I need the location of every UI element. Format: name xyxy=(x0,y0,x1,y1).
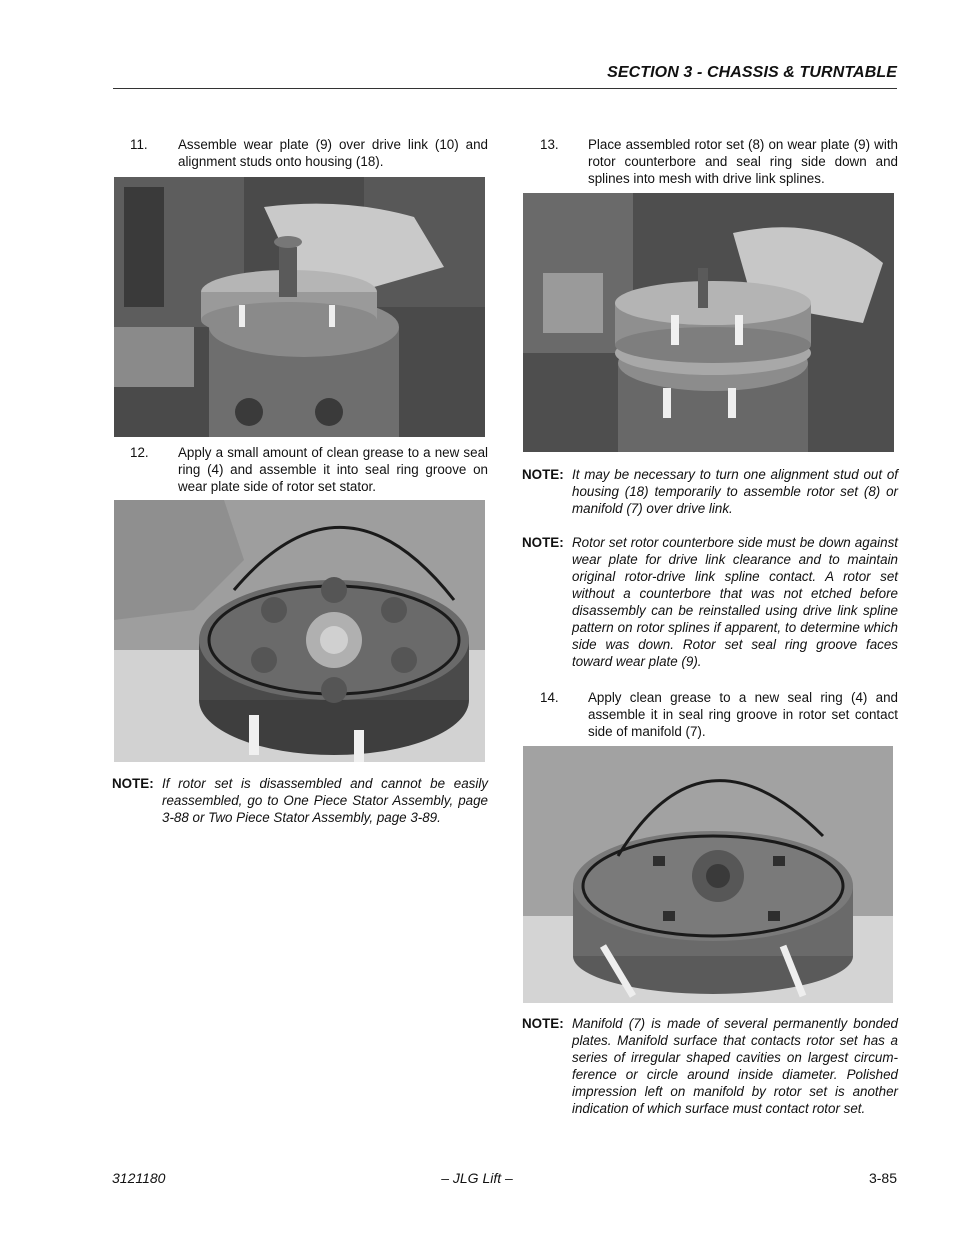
note-text: Manifold (7) is made of several permanently bonded plates. Manifold surface that contacts rotor set has a series of irregular shaped cavities on largest circum-ference or circle around inside diameter. Polished impression left on manifold by rotor set is another indication of which surface must contact rotor set. xyxy=(572,1016,898,1116)
section-title: SECTION 3 - CHASSIS & TURNTABLE xyxy=(607,64,897,81)
step-13 xyxy=(540,136,898,188)
step-12 xyxy=(130,444,488,496)
photo-wear-plate-assembly xyxy=(114,177,485,437)
footer-page-number: 3-85 xyxy=(868,1170,897,1186)
step-text: Apply clean grease to a new seal ring (4) and assemble it in seal ring groove in rotor set contact side of manifold (7). xyxy=(588,690,898,739)
note-alignment-stud xyxy=(522,466,898,518)
note-text: Rotor set rotor counterbore side must be down against wear plate for drive link clearance and to maintain original rotor-drive link spline contact. A rotor set without a counterbore that was not etched before disassembly can be reinstalled using drive link spline pattern on rotor splines if apparent, to determine which side was down. Rotor set seal ring groove faces toward wear plate (9). xyxy=(572,535,898,669)
step-number: 14. xyxy=(540,690,559,705)
note-text: It may be necessary to turn one alignment stud out of housing (18) temporarily to assemble rotor set (8) or manifold (7) over drive link. xyxy=(572,467,898,516)
footer-center: – JLG Lift – xyxy=(441,1170,513,1186)
header-rule xyxy=(113,88,897,89)
photo-seal-ring-stator xyxy=(114,500,485,762)
step-text: Place assembled rotor set (8) on wear plate (9) with rotor counterbore and seal ring side down and splines into mesh with drive link splines. xyxy=(588,137,898,186)
photo-manifold-seal-ring xyxy=(523,746,893,1003)
footer-doc-number: 3121180 xyxy=(112,1170,166,1186)
step-number: 13. xyxy=(540,137,559,152)
note-manifold xyxy=(522,1015,898,1119)
note-label: NOTE: xyxy=(522,467,564,482)
photo-rotor-set-placement xyxy=(523,193,894,452)
step-number: 11. xyxy=(130,137,148,152)
note-text: If rotor set is disassembled and cannot be easily reassembled, go to One Piece Stator Assembly, page 3-88 or Two Piece Stator Assembly, page 3-89. xyxy=(162,776,488,825)
step-text: Apply a small amount of clean grease to a new seal ring (4) and assemble it into seal ring groove on wear plate side of rotor set stator. xyxy=(178,445,488,494)
note-label: NOTE: xyxy=(112,776,154,791)
step-14 xyxy=(540,689,898,741)
note-label: NOTE: xyxy=(522,1016,564,1031)
note-label: NOTE: xyxy=(522,535,564,550)
note-left xyxy=(112,775,488,827)
step-text: Assemble wear plate (9) over drive link (10) and alignment studs onto housing (18). xyxy=(178,137,488,169)
step-11 xyxy=(130,136,488,172)
note-counterbore xyxy=(522,534,898,672)
step-number: 12. xyxy=(130,445,149,460)
